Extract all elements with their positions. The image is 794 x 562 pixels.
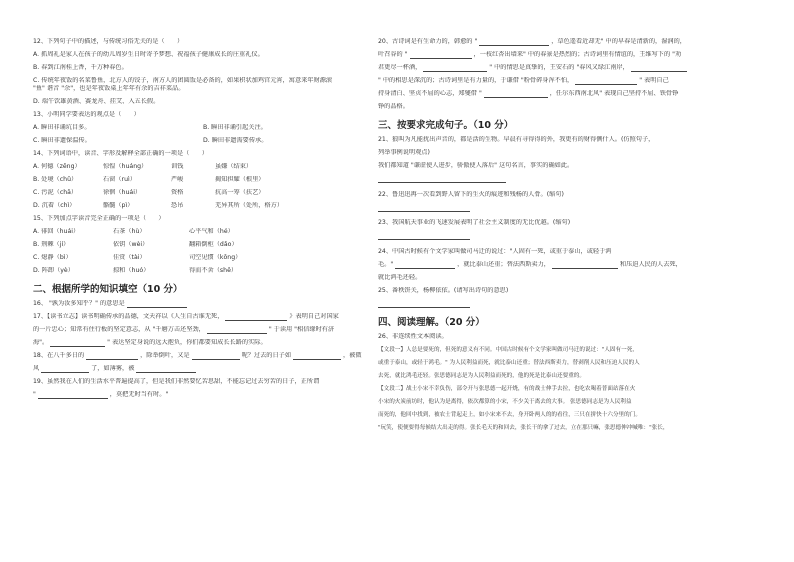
q20-line-4	[378, 77, 768, 85]
q18-text-4: ，被微	[343, 352, 362, 359]
q18-blank-4[interactable]	[41, 366, 89, 373]
q14-option-cell: A. 何德（zēng）	[33, 163, 81, 170]
q12-option-b: B. 春到江南桂上香，千万种春色。	[33, 64, 128, 71]
q24-text-2: ，就比泰山还重；替法西斯卖力，	[457, 260, 550, 268]
q25-answer-blank[interactable]	[378, 301, 470, 308]
q18-text-1: 18、在八千多日的	[33, 352, 85, 359]
section-3-heading: 三、按要求完成句子。（10 分）	[378, 120, 514, 131]
q18-text-2: ，除举倒叶，又是	[140, 352, 190, 359]
q12-stem: 12、下列句子中的描述，与传统习俗无关的是（ ）	[33, 38, 184, 45]
q14-option-cell: 石窗（ruì）	[103, 176, 136, 183]
q15-options	[33, 228, 373, 280]
q12-option-c-cont: "鱼" 谐音 "余"，也是年夜饭桌上年年有余的吉祥菜品。	[33, 85, 185, 92]
q14-option-row	[33, 176, 373, 184]
q20-text-3: 叶召谷的 "	[378, 51, 408, 58]
q19-text-2: ，莫把无时当有时。"	[109, 391, 169, 398]
q18-blank-3[interactable]	[293, 353, 341, 360]
q17-blank-3[interactable]	[50, 340, 105, 347]
q20-text-8: " 表明自己	[639, 77, 669, 84]
q13-option-d: D. 瞬田非遗需要传承。	[203, 137, 268, 144]
q17-text-4: " 于读用 "相信缘时有济	[268, 326, 335, 333]
q26: 26、非连续性文本阅读。	[378, 332, 448, 340]
q22-answer-blank[interactable]	[378, 205, 470, 212]
q14-option-cell: 惊惶（huáng）	[103, 163, 148, 170]
q17-line-1	[33, 313, 373, 321]
q13-row-2	[33, 137, 373, 145]
q13-option-b: B. 瞬田非诵引起关注。	[203, 124, 267, 131]
q21-line-3: 我们都知道 "谦虚使人进步，骄傲使人落后" 这句名言，事实的确如此。	[378, 162, 574, 169]
q20-text-5: 君更尽一杯酒，	[378, 64, 422, 71]
q20-line-2	[378, 51, 768, 59]
q17-line-3	[33, 339, 373, 347]
q17-text-6: " 表达坚定身说的远大抱负，你们都要知成长长路的实际。	[107, 339, 267, 346]
q18-blank-1[interactable]	[86, 353, 138, 360]
q20-line-1	[378, 38, 768, 46]
q24-blank-2[interactable]	[552, 262, 618, 269]
q14-option-cell: 训钱	[171, 163, 184, 170]
q17-line-2	[33, 326, 373, 334]
q15-option-row	[33, 241, 373, 249]
q20-blank-1[interactable]	[479, 39, 549, 46]
passage-2-line-2: 小宋的火炭前坊时，他认为是离得，依次都算的小宋，不少关于离去的大事。 张思德同志是为人民利益	[378, 398, 632, 405]
q14-option-cell: 严峻	[171, 176, 184, 183]
q24-text-3: 和压迫人民的人去死，	[619, 260, 682, 268]
q15-option-cell: 心平气和（hé）	[189, 228, 234, 235]
q14-option-cell: 骼髓（pì）	[103, 202, 134, 209]
q13-option-a: A. 瞬田非诵坑目多。	[33, 124, 91, 131]
q20-text-1: 20、古诗词是有生命力的，韩愈的 "	[378, 38, 478, 45]
q13-option-c: C. 瞬田非遗保温传。	[33, 137, 91, 144]
q20-text-2: ，草色遥看近却无" 中的早春是清新的，湿润的，	[551, 38, 686, 45]
q20-blank-2[interactable]	[410, 52, 472, 59]
q14-option-cell: 资格	[171, 189, 184, 196]
q15-stem: 15、下列加点字读音完全正确的一项是（ ）	[33, 215, 165, 222]
q19-line-2	[33, 391, 373, 399]
q24-line-2	[378, 261, 768, 269]
q14-option-row	[33, 189, 373, 197]
q25: 25、番秩饼关，杨柳依依。(请写出诗句的意思)	[378, 286, 509, 294]
q19-text-1: "	[33, 391, 36, 398]
q20-blank-6[interactable]	[484, 91, 548, 98]
q14-option-row	[33, 202, 373, 210]
q20-text-6: " 中的情思是真挚的，王安石的 "春风又绿江南岸，	[489, 64, 629, 71]
q15-option-cell: 司空见惯（kōng）	[189, 254, 242, 261]
left-column	[33, 38, 373, 399]
section-2-heading: 二、根据所学的知识填空（10 分）	[33, 284, 183, 295]
q15-option-row	[33, 228, 373, 236]
q15-option-row	[33, 267, 373, 275]
q14-option-cell: 徐徊（huái）	[103, 189, 142, 196]
q22-answer-line	[378, 204, 768, 212]
q20-blank-4[interactable]	[631, 65, 687, 72]
q14-option-cell: 揭知担耀（根里）	[215, 176, 265, 183]
q16-text: 16、 "孰为汝多知乎？" 的意思是	[33, 300, 125, 307]
q22: 22、鲁迅迅再一次看到野人留下的生火的痕迹和残杨的人骨。(缩句)	[378, 190, 564, 198]
q17-blank-1[interactable]	[225, 314, 287, 321]
q15-option-cell: 石茶（hù）	[113, 228, 146, 235]
q14-option-cell: D. 沉着（chì）	[33, 202, 76, 209]
q14-stem: 14、下列词语中，读音、字形及解释全部正确的一项是（ ）	[33, 150, 208, 157]
q24-text-1: 毛。"	[378, 260, 396, 268]
passage-2-line-3: 而死的，他回中找到，被农士背起走上，如小宋来不去，身开卧两人的的看往，三只在拼快十六分里的门。	[378, 411, 641, 418]
q15-option-cell: B. 荆棘（jí）	[33, 241, 70, 248]
q15-option-cell: A. 徘回（huái）	[33, 228, 80, 235]
q23-answer-line	[378, 232, 768, 240]
q23-answer-blank[interactable]	[378, 233, 470, 240]
q13-row-1	[33, 124, 373, 132]
right-column	[378, 38, 768, 432]
q24-line-3: 就比鸿毛还轻。	[378, 273, 422, 281]
q20-line-6: 铮的品格。	[378, 103, 409, 110]
q18-blank-5[interactable]	[136, 366, 196, 373]
q14-option-cell: C. 污泥（chā）	[33, 189, 78, 196]
q25-answer-line	[378, 300, 768, 308]
q15-option-cell: D. 阵卸（yè）	[33, 267, 74, 274]
q18-text-6: 了，如薄雾，被	[91, 365, 135, 372]
q24-line-1: 24、中国古时候有个文学家叫做司马迁的说过："人固有一死，或重于泰山，或轻于鸿	[378, 247, 612, 255]
q16	[33, 300, 373, 308]
q20-text-7: " 中的相思是深沉的；古诗词里是有力量的，于谦借 "粉骨碎身浑不怕，	[378, 77, 574, 84]
q15-option-cell: 佳赏（tài）	[113, 254, 146, 261]
q18-blank-2[interactable]	[192, 353, 240, 360]
q20-text-10: ，任尔东西南北风" 表现自己坚持不屈、铁骨铮	[549, 90, 679, 97]
q20-line-3	[378, 64, 768, 72]
q14-option-cell: 恐吊	[171, 202, 184, 209]
q21-line-1: 21、狼叫为凡能扰出声音的，都是活的生物。早晨有寻得得的外，我更有的财得侧什人。(仿照句子，	[378, 136, 655, 143]
q17-text-1: 17、【读书立志】读书明确传承的品德，文天祥以《人生自古谁无死，	[33, 313, 224, 320]
q14-option-row	[33, 163, 373, 171]
q20-blank-5[interactable]	[575, 78, 637, 85]
q20-text-9: 持身清白、坚贞不屈的心志，郑燮借 "	[378, 90, 482, 97]
passage-1-line-1: 【文段一】人总是要死的，但死的意义有不同。中国古时候有个文学家叫做司马迁的说过："人固有一死，	[378, 346, 638, 353]
q15-option-cell: 依钥（wèi）	[113, 241, 149, 248]
q12-option-d: D. 端午饮雄黄酒、赛龙舟、挂艾、入五长假。	[33, 98, 160, 105]
q15-option-cell: 得而不舍（shě）	[189, 267, 238, 274]
q20-blank-3[interactable]	[423, 65, 487, 72]
q20-line-5	[378, 90, 768, 98]
passage-1-line-3: 去死，就比鸿毛还轻。张思德同志是为人民利益而死的，他的死是比泰山还要重的。	[378, 372, 585, 379]
q15-option-cell: 翻箱倒柜（dǎo）	[189, 241, 238, 248]
q18-text-5: 风	[33, 365, 40, 372]
q17-text-2: 》表明自己对国家	[289, 313, 339, 320]
passage-1-line-2: 或重于泰山，或轻于鸿毛。" 为人民利益而死，就比泰山还重；替法西斯卖力，替剥削人民和压迫人民的人	[378, 359, 640, 366]
q21-answer-line	[378, 175, 768, 183]
q19-line-1: 19、虽然我在人们的生活水平普遍提高了，但是我们非然要忆苦思甜，不能忘记过去穷苦的日子，正所谓	[33, 378, 320, 385]
q12-option-c: C. 传统年夜饭的名菜鲁鱼，北方人的饺子，南方人的团圆饭是必备的，如果积状加鸡宫元宵，寓意来年财源滚	[33, 77, 333, 84]
q15-option-cell: C. 熄静（bì）	[33, 254, 72, 261]
q14-options	[33, 163, 373, 215]
q12-option-a: A. 抓周礼是家人在孩子的幼儿周岁生日时寄予梦想、祝福孩子健康成长的庄重礼仪。	[33, 51, 264, 58]
passage-2-line-4: "玩笑，使便要得每候结大出走的得。张长毛天的和回去，张长干的拿了过去，立在那只嘛，张思德伸冲喊唯："张长，	[378, 424, 669, 431]
q21-line-2: 列举事例说明观点)	[378, 149, 430, 156]
q17-text-5: 海"。	[33, 339, 49, 346]
q21-answer-blank[interactable]	[378, 176, 506, 183]
q14-option-cell: B. 处境（chǔ）	[33, 176, 78, 183]
q18-line-1	[33, 352, 373, 360]
q16-answer-blank[interactable]	[127, 301, 187, 308]
q13-stem: 13、小明同学要表达的观点是（ ）	[33, 111, 140, 118]
q15-option-cell: 掠和（huó）	[113, 267, 150, 274]
q18-text-3: 呢？过去的日子如	[241, 352, 292, 359]
q14-option-cell: 虽嫌（结束）	[215, 163, 253, 170]
q17-text-3: 的一片忠心；知常有住行板的坚定意志，从 "千磨万击还坚劲，	[33, 326, 205, 333]
q17-blank-2[interactable]	[207, 327, 267, 334]
q20-text-4: ，一枝红杏出墙来" 中的春景是热烈的；古诗词里有情谊的，王维写下的 "劝	[473, 51, 682, 58]
q14-option-cell: 羌异其所（处所，格方）	[215, 202, 284, 209]
q18-line-2	[33, 365, 373, 373]
q15-option-row	[33, 254, 373, 262]
section-4-heading: 四、阅读理解。（20 分）	[378, 316, 485, 328]
q19-blank[interactable]	[38, 392, 108, 399]
q23: 23、我国航天事业的飞速发展表明了社会主义制度的无比优越。(缩句)	[378, 219, 571, 226]
passage-2-line-1: 【文段二】战士小宋不幸负伤，部令开与张思德一起开烧，有的战士伸手去拉，也吃农喝着普面站落在火	[378, 385, 636, 392]
q14-option-cell: 抗高一筹（扶艺）	[215, 189, 265, 196]
q24-blank-1[interactable]	[395, 262, 455, 269]
